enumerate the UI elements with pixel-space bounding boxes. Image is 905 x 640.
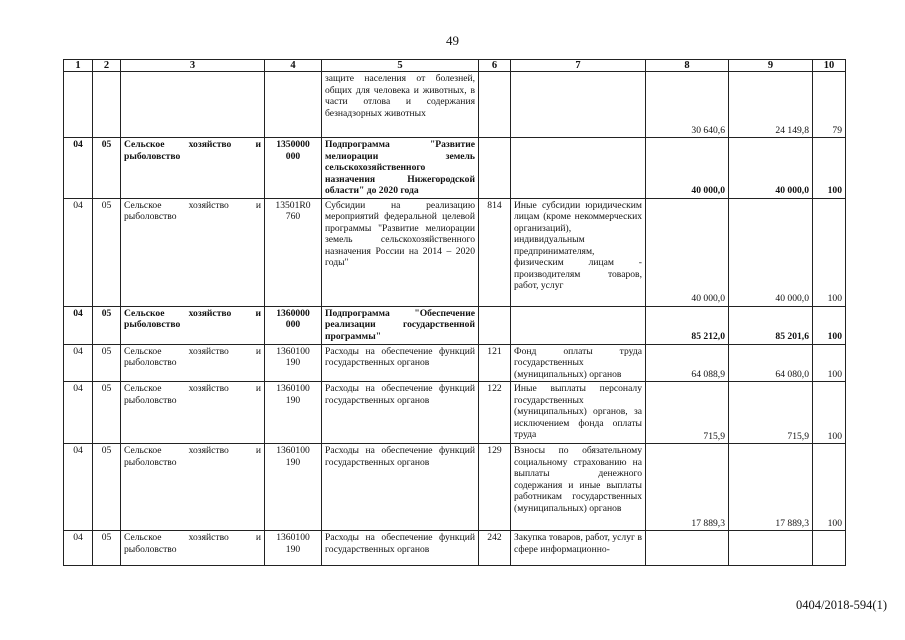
cell-percent: 79 — [813, 72, 846, 138]
cell-description: Подпрограмма "Развитие мелиорации земель сельскохозяйственного назначения Нижегородской области" до 2020 года — [322, 138, 479, 199]
col-header-5: 5 — [322, 60, 479, 72]
cell-section: 04 — [64, 531, 93, 566]
cell-planned: 17 889,3 — [646, 444, 729, 531]
cell-expense-type-name: Иные выплаты персоналу государственных (муниципальных) органов, за исключением фонда оплаты труда — [511, 382, 646, 444]
cell-expense-type-name — [511, 306, 646, 344]
cell-expense-type: 122 — [479, 382, 511, 444]
cell-percent: 100 — [813, 198, 846, 306]
cell-percent: 100 — [813, 444, 846, 531]
cell-percent: 100 — [813, 306, 846, 344]
cell-percent: 100 — [813, 344, 846, 382]
cell-subsection: 05 — [93, 138, 121, 199]
cell-actual: 24 149,8 — [729, 72, 813, 138]
cell-actual: 40 000,0 — [729, 198, 813, 306]
cell-description: защите населения от болезней, общих для человека и животных, в части отлова и содержания безнадзорных животных — [322, 72, 479, 138]
cell-section-name — [121, 72, 265, 138]
cell-description: Субсидии на реализацию мероприятий федеральной целевой программы "Развитие мелиорации земель сельскохозяйственного назначения России на 2014 – 2020 годы" — [322, 198, 479, 306]
col-header-2: 2 — [93, 60, 121, 72]
cell-expense-type: 242 — [479, 531, 511, 566]
table-row — [64, 138, 846, 199]
col-header-9: 9 — [729, 60, 813, 72]
cell-target-code: 1360000 000 — [265, 306, 322, 344]
cell-section-name: Сельское хозяйство и рыболовство — [121, 382, 265, 444]
cell-subsection: 05 — [93, 198, 121, 306]
cell-target-code — [265, 72, 322, 138]
cell-description: Расходы на обеспечение функций государственных органов — [322, 444, 479, 531]
cell-actual — [729, 531, 813, 566]
cell-section-name: Сельское хозяйство и рыболовство — [121, 531, 265, 566]
cell-section — [64, 72, 93, 138]
cell-section: 04 — [64, 444, 93, 531]
cell-actual: 715,9 — [729, 382, 813, 444]
cell-expense-type: 814 — [479, 198, 511, 306]
cell-expense-type-name: Фонд оплаты труда государственных (муниципальных) органов — [511, 344, 646, 382]
cell-expense-type-name: Закупка товаров, работ, услуг в сфере информационно- — [511, 531, 646, 566]
col-header-4: 4 — [265, 60, 322, 72]
col-header-1: 1 — [64, 60, 93, 72]
cell-planned: 715,9 — [646, 382, 729, 444]
cell-planned: 85 212,0 — [646, 306, 729, 344]
cell-planned: 40 000,0 — [646, 138, 729, 199]
cell-percent — [813, 531, 846, 566]
cell-subsection — [93, 72, 121, 138]
col-header-3: 3 — [121, 60, 265, 72]
cell-actual: 17 889,3 — [729, 444, 813, 531]
col-header-10: 10 — [813, 60, 846, 72]
cell-expense-type-name: Взносы по обязательному социальному страхованию на выплаты денежного содержания и иные выплаты работникам государственных (муниципальных) органов — [511, 444, 646, 531]
cell-percent: 100 — [813, 382, 846, 444]
budget-table — [63, 59, 846, 566]
cell-target-code: 1350000 000 — [265, 138, 322, 199]
cell-planned — [646, 531, 729, 566]
document-id: 0404/2018-594(1) — [796, 598, 887, 612]
cell-description: Подпрограмма "Обеспечение реализации государственной программы" — [322, 306, 479, 344]
cell-subsection: 05 — [93, 531, 121, 566]
cell-planned: 64 088,9 — [646, 344, 729, 382]
cell-expense-type-name — [511, 138, 646, 199]
table-row — [64, 198, 846, 306]
cell-actual: 85 201,6 — [729, 306, 813, 344]
col-header-8: 8 — [646, 60, 729, 72]
cell-actual: 64 080,0 — [729, 344, 813, 382]
cell-section-name: Сельское хозяйство и рыболовство — [121, 198, 265, 306]
cell-expense-type-name — [511, 72, 646, 138]
col-header-7: 7 — [511, 60, 646, 72]
cell-target-code: 1360100 190 — [265, 382, 322, 444]
cell-subsection: 05 — [93, 306, 121, 344]
cell-section: 04 — [64, 344, 93, 382]
table-row — [64, 344, 846, 382]
cell-description: Расходы на обеспечение функций государственных органов — [322, 382, 479, 444]
cell-actual: 40 000,0 — [729, 138, 813, 199]
cell-description: Расходы на обеспечение функций государственных органов — [322, 531, 479, 566]
cell-target-code: 1360100 190 — [265, 531, 322, 566]
cell-expense-type: 129 — [479, 444, 511, 531]
cell-expense-type — [479, 306, 511, 344]
cell-expense-type — [479, 138, 511, 199]
cell-target-code: 13501R0 760 — [265, 198, 322, 306]
cell-description: Расходы на обеспечение функций государственных органов — [322, 344, 479, 382]
cell-section: 04 — [64, 138, 93, 199]
cell-section: 04 — [64, 382, 93, 444]
cell-subsection: 05 — [93, 444, 121, 531]
cell-target-code: 1360100 190 — [265, 444, 322, 531]
cell-expense-type — [479, 72, 511, 138]
cell-section-name: Сельское хозяйство и рыболовство — [121, 138, 265, 199]
cell-section-name: Сельское хозяйство и рыболовство — [121, 306, 265, 344]
cell-percent: 100 — [813, 138, 846, 199]
cell-planned: 30 640,6 — [646, 72, 729, 138]
cell-expense-type: 121 — [479, 344, 511, 382]
table-row — [64, 72, 846, 138]
cell-target-code: 1360100 190 — [265, 344, 322, 382]
page-number: 49 — [446, 33, 459, 48]
cell-planned: 40 000,0 — [646, 198, 729, 306]
cell-section-name: Сельское хозяйство и рыболовство — [121, 444, 265, 531]
cell-section: 04 — [64, 198, 93, 306]
cell-subsection: 05 — [93, 382, 121, 444]
cell-section-name: Сельское хозяйство и рыболовство — [121, 344, 265, 382]
table-row — [64, 306, 846, 344]
cell-subsection: 05 — [93, 344, 121, 382]
table-row — [64, 531, 846, 566]
col-header-6: 6 — [479, 60, 511, 72]
cell-section: 04 — [64, 306, 93, 344]
cell-expense-type-name: Иные субсидии юридическим лицам (кроме некоммерческих организаций), индивидуальным предпринимателям, физическим лицам - производителям товаров, работ, услуг — [511, 198, 646, 306]
header-row — [64, 60, 846, 72]
table-row — [64, 382, 846, 444]
table-row — [64, 444, 846, 531]
